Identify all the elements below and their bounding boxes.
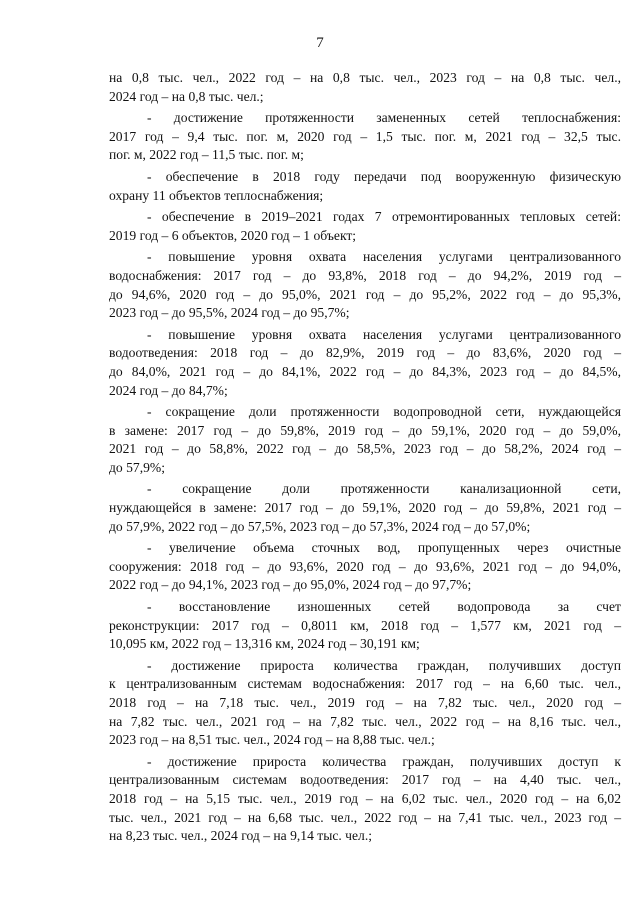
text-line: 2019 год – 6 объектов, 2020 год – 1 объект; [109, 227, 357, 243]
paragraph [109, 168, 621, 205]
paragraph [109, 69, 621, 106]
text-line: на 7,82 тыс. чел., 2021 год – на 7,82 тыс. чел., 2022 год – на 8,16 тыс. чел., [109, 713, 621, 729]
text-line: на 0,8 тыс. чел., 2022 год – на 0,8 тыс. чел., 2023 год – на 0,8 тыс. чел., [109, 70, 621, 85]
text-line: до 57,9%, 2022 год – до 57,5%, 2023 год – до 57,3%, 2024 год – до 57,0%; [109, 518, 531, 534]
paragraph [109, 248, 621, 322]
paragraph [109, 403, 621, 477]
paragraph [109, 598, 621, 654]
paragraph [109, 753, 621, 846]
text-line: - обеспечение в 2018 году передачи под вооруженную физическую [147, 168, 621, 184]
text-line: - достижение прироста количества граждан, получивших доступ [147, 657, 621, 673]
text-line: водоотведения: 2018 год – до 82,9%, 2019 год – до 83,6%, 2020 год – [109, 345, 621, 361]
text-line: - повышение уровня охвата населения услугами централизованного [147, 326, 621, 342]
text-line: 2018 год – на 7,18 тыс. чел., 2019 год – на 7,82 тыс. чел., 2020 год – [109, 695, 621, 710]
text-line: 2024 год – на 0,8 тыс. чел.; [109, 88, 264, 104]
text-line: сооружения: 2018 год – до 93,6%, 2020 год – до 93,6%, 2021 год – до 94,0%, [109, 558, 621, 574]
text-line: централизованным системам водоотведения: 2017 год – на 4,40 тыс. чел., [109, 772, 621, 788]
text-line: до 84,0%, 2021 год – до 84,1%, 2022 год – до 84,3%, 2023 год – до 84,5%, [109, 363, 621, 379]
paragraph [109, 208, 621, 245]
text-line: охрану 11 объектов теплоснабжения; [109, 187, 324, 203]
text-line: - обеспечение в 2019–2021 годах 7 отремонтированных тепловых сетей: [147, 209, 621, 225]
text-line: до 57,9%; [109, 459, 166, 475]
text-line: - сокращение доли протяженности канализационной сети, [147, 481, 621, 497]
text-line: 2023 год – на 8,51 тыс. чел., 2024 год – на 8,88 тыс. чел.; [109, 732, 435, 748]
text-line: - достижение протяженности замененных сетей теплоснабжения: [147, 110, 621, 126]
text-line: 10,095 км, 2022 год – 13,316 км, 2024 год – 30,191 км; [109, 636, 420, 652]
text-line: 2024 год – до 84,7%; [109, 382, 228, 398]
text-line: к централизованным системам водоснабжения: 2017 год – на 6,60 тыс. чел., [109, 676, 621, 692]
text-line: 2021 год – до 58,8%, 2022 год – до 58,5%, 2023 год – до 58,2%, 2024 год – [109, 441, 621, 457]
text-line: - повышение уровня охвата населения услугами централизованного [147, 249, 621, 265]
text-line: тыс. чел., 2021 год – на 6,68 тыс. чел., 2022 год – на 7,41 тыс. чел., 2023 год – [109, 809, 621, 825]
text-line: пог. м, 2022 год – 11,5 тыс. пог. м; [109, 147, 304, 163]
text-line: 2018 год – на 5,15 тыс. чел., 2019 год – на 6,02 тыс. чел., 2020 год – на 6,02 [109, 790, 621, 806]
text-line: до 94,6%, 2020 год – до 95,0%, 2021 год – до 95,2%, 2022 год – до 95,3%, [109, 286, 621, 302]
text-line: - сокращение доли протяженности водопроводной сети, нуждающейся [147, 404, 621, 420]
text-line: водоснабжения: 2017 год – до 93,8%, 2018 год – до 94,2%, 2019 год – [109, 267, 621, 283]
text-line: - увеличение объема сточных вод, пропущенных через очистные [147, 540, 621, 556]
paragraph [109, 539, 621, 595]
paragraph [109, 657, 621, 750]
text-line: нуждающейся в замене: 2017 год – до 59,1%, 2020 год – до 59,8%, 2021 год – [109, 500, 621, 516]
text-line: 2022 год – до 94,1%, 2023 год – до 95,0%, 2024 год – до 97,7%; [109, 577, 472, 593]
text-line: реконструкции: 2017 год – 0,8011 км, 2018 год – 1,577 км, 2021 год – [109, 617, 621, 633]
document-body [109, 69, 621, 846]
page-number: 7 [316, 35, 324, 51]
text-line: 2017 год – 9,4 тыс. пог. м, 2020 год – 1,5 тыс. пог. м, 2021 год – 32,5 тыс. [109, 128, 621, 144]
text-line: 2023 год – до 95,5%, 2024 год – до 95,7%; [109, 305, 350, 321]
text-line: - достижение прироста количества граждан, получивших доступ к [147, 753, 621, 769]
text-line: - восстановление изношенных сетей водопровода за счет [147, 599, 621, 615]
paragraph [109, 326, 621, 400]
paragraph [109, 480, 621, 536]
text-line: на 8,23 тыс. чел., 2024 год – на 9,14 тыс. чел.; [109, 828, 373, 844]
text-line: в замене: 2017 год – до 59,8%, 2019 год – до 59,1%, 2020 год – до 59,0%, [109, 422, 621, 438]
paragraph [109, 109, 621, 165]
